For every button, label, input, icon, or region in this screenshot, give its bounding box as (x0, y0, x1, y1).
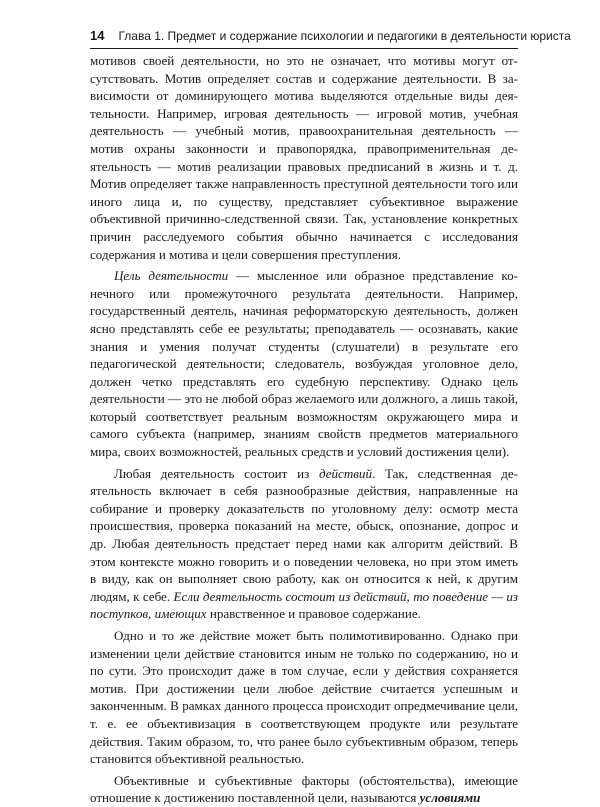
paragraph (90, 627, 518, 768)
chapter-title: Глава 1. Предмет и содержание психологии и педагогики в деятельности юриста (118, 28, 571, 43)
paragraph (90, 772, 518, 807)
paragraph-text: Одно и то же действие может быть полимотивированно. Однако при изменении цели действие становится иным не только по содержанию, но и по сути. Это происходит даже в том случае, если у действия сохраняется мотив. При достижении цели любое действие считается успешным и законченным. В рамках данного процесса происходит опредмечивание цели, т. е. ее объективизация в соответствующем продукте или результате действия. Таким образом, то, что ранее было субъективным образом, теперь становится объективной реальностью. (90, 628, 518, 767)
header-rule (90, 48, 518, 49)
paragraph-text: нравственное и правовое содержание. (206, 606, 421, 622)
term-actions: действий (318, 465, 372, 481)
emphasis-behavior: Если деятельность состоит из действий, то поведение — из поступков, имеющих (90, 588, 519, 622)
body-text (90, 52, 518, 807)
paragraph (90, 465, 518, 623)
paragraph (90, 52, 518, 263)
term-conditions: условиями (419, 790, 481, 806)
paragraph-text: мотивов своей деятельности, но это не означает, что мотивы могут отсутствовать. Мотив определяет состав и содержание деятельности. В зависимости от доминирующего мотива выделяются отдельные виды деятельности. Например, игровая деятельность — игровой мотив, учебная деятельность — учебный мотив, правоохранительная деятельность — мотив охраны законности и правопорядка, правоприменительная деятельность — мотив реализации правовых предписаний в жизнь и т. д. Мотив определяет также направленность преступной деятельности того или иного лица и, по существу, представляет субъективное выражение объективной причинно-следственной связи. Так, установление конкретных причин расследуемого события обычно начинается с исследования содержания и мотива и цели совершения преступления. (90, 53, 518, 262)
paragraph-text: Любая деятельность состоит из (114, 465, 319, 481)
running-header (90, 28, 571, 43)
paragraph-text: — мысленное или образное представление конечного или промежуточного результата деятельности. Например, государственный деятель, начиная реформаторскую деятельность, должен ясно представлять себе ее результаты; преподаватель — осознавать, какие знания и умения получат студенты (слушатели) в результате его педагогической деятельности; следователь, возбуждая уголовное дело, должен четко представлять его судебную перспективу. Однако цель деятельности — это не любой образ желаемого или должного, а лишь такой, который соответствует реальным возможностям окружающего мира и самого субъекта (например, знаниям свойств предметов материального мира, своих возможностей, реальных средств и условий достижения цели). (90, 268, 518, 460)
paragraph (90, 267, 518, 461)
page-number: 14 (90, 28, 105, 43)
paragraph-text: Объективные и субъективные факторы (обстоятельства), имеющие отношение к достижению поставленной цели, называются (90, 772, 518, 806)
paragraph-text: . Так, следственная деятельность включает в себя разнообразные действия, направленные на собирание и проверку доказательств по уголовному делу: осмотр места происшествия, проверка показаний на месте, обыск, опознание, допрос и др. Любая деятельность предстает перед нами как алгоритм действий. В этом контексте можно говорить и о поведении человека, но при этом иметь в виду, как он выполняет свою работу, как он относится к ней, к другим людям, к себе. (90, 465, 518, 604)
term-purpose-of-activity: Цель деятельности (114, 268, 229, 284)
